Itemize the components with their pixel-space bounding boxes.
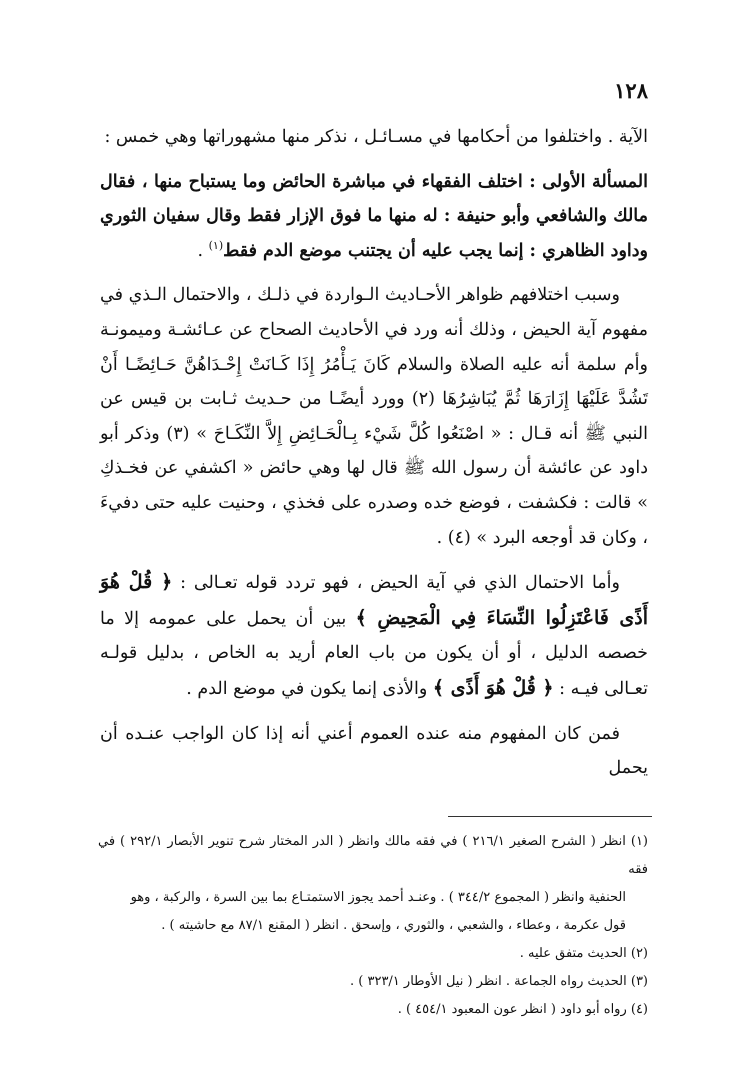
paragraph-4-text-b: بين أن يحمل على عمومه إلا ما خصصه الدليل ، أو أن يكون من باب العام أريد به الخاص ، بدليل قولـه تعـالى فيـه : — [100, 608, 648, 699]
paragraph-2 — [100, 165, 648, 269]
issue-label: المسألة الأولى : — [529, 171, 648, 192]
paragraph-2-tail: . — [197, 240, 209, 261]
paragraph-4-text-c: والأذى إنما يكون في موضع الدم . — [186, 678, 433, 699]
footnote-1-line-3: قول عكرمة ، وعطاء ، والشعبي ، والثوري ، وإسحق . انظر ( المقنع ٨٧/١ مع حاشيته ) . — [161, 918, 626, 933]
main-text — [100, 120, 648, 796]
quran-verse-2: ﴿ قُلْ هُوَ أَذًى ﴾ — [432, 676, 554, 699]
footnote-divider — [448, 816, 652, 817]
page-number: ١٢٨ — [614, 78, 648, 103]
paragraph-4 — [100, 565, 648, 706]
paragraph-2-text: اختلف الفقهاء في مباشرة الحائض وما يستباح منها ، فقال مالك والشافعي وأبو حنيفة : له منها ما فوق الإزار فقط وقال سفيان الثوري وداود الظاهري : إنما يجب عليه أن يجتنب موضع الدم فقط — [100, 171, 648, 261]
footnotes — [98, 828, 648, 1024]
paragraph-4-text-a: وأما الاحتمال الذي في آية الحيض ، فهو تردد قوله تعـالى : — [172, 573, 620, 594]
paragraph-3: وسبب اختلافهم ظواهر الأحـاديث الـواردة في ذلـك ، والاحتمال الـذي في مفهوم آية الحيض ، وذلك أنه ورد في الأحاديث الصحاح عن عـائشـة وميمونـة وأم سلمة أنه عليه الصلاة والسلام كَانَ يَـأْمُرُ إِذَا كَـانَتْ إِحْـدَاهُنَّ حَـائِضًـا أَنْ تَشُدَّ عَلَيْهَا إِزَارَهَا ثُمَّ يُبَاشِرُهَا (٢) وورد أيضًـا من حـديث ثـابت بن قيس عن النبي ﷺ أنه قـال : « اصْنَعُوا كُلَّ شَيْء بِـالْحَـائِضِ إِلاَّ النِّكَـاحَ » (٣) وذكر أبو داود عن عائشة أن رسول الله ﷺ قال لها وهي حائض « اكشفي عن فخـذكِ » قالت : فكشفت ، فوضع خده وصدره على فخذي ، وحنيت عليه حتى دفيءَ ، وكان قد أوجعه البرد » (٤) . — [100, 285, 648, 548]
quran-verse-1: ﴿ قُلْ هُوَ أَذًى فَاعْتَزِلُوا النِّسَاءَ فِي الْمَحِيضِ ﴾ — [100, 571, 648, 629]
footnote-2: (٢) الحديث متفق عليه . — [519, 946, 648, 961]
footnote-3: (٣) الحديث رواه الجماعة . انظر ( نيل الأوطار ٣٢٣/١ ) . — [350, 974, 648, 989]
paragraph-5: فمن كان المفهوم منه عنده العموم أعني أنه إذا كان الواجب عنـده أن يحمل — [100, 723, 648, 779]
footnote-1-line-2: الحنفية وانظر ( المجموع ٣٤٤/٢ ) . وعنـد أحمد يجوز الاستمتـاع بما بين السرة ، والركبة ، وهو — [130, 890, 626, 905]
footnote-4: (٤) رواه أبو داود ( انظر عون المعبود ٤٥٤/١ ) . — [397, 1002, 648, 1017]
paragraph-1: الآية . واختلفوا من أحكامها في مسـائـل ، نذكر منها مشهوراتها وهي خمس : — [104, 127, 648, 147]
footnote-1-line-1: (١) انظر ( الشرح الصغير ٢١٦/١ ) في فقه مالك وانظر ( الدر المختار شرح تنوير الأبصار ٢٩٢/١ ) في فقه — [98, 834, 648, 877]
footnote-ref-1: (١) — [208, 238, 224, 252]
